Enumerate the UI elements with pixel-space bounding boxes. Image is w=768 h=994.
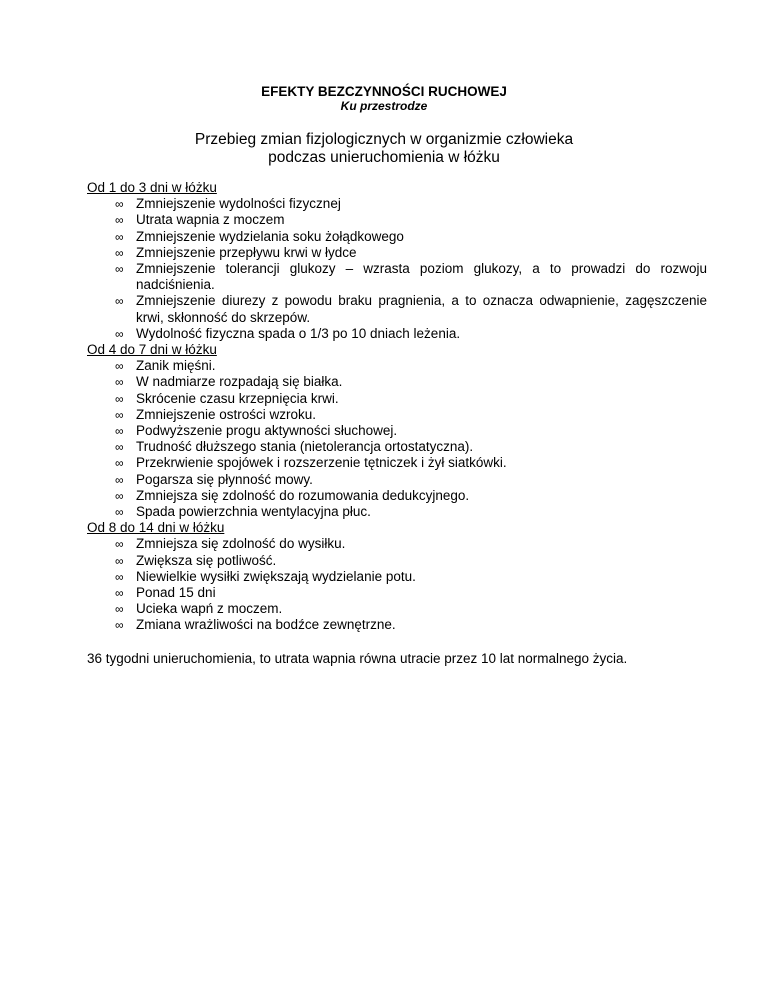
section-title: Od 1 do 3 dni w łóżku: [87, 180, 217, 195]
section-list: [87, 536, 707, 633]
list-item-text: W nadmiarze rozpadają się białka.: [136, 374, 343, 390]
list-item-text: Podwyższenie progu aktywności słuchowej.: [136, 423, 398, 439]
sections-container: [87, 180, 707, 634]
infinity-bullet-icon: ∞: [115, 375, 124, 390]
list-item: [87, 293, 707, 325]
section-title: Od 8 do 14 dni w łóżku: [87, 520, 225, 536]
heading-line-2: podczas unieruchomienia w łóżku: [268, 149, 500, 166]
list-item: [87, 601, 707, 617]
list-item: [87, 391, 707, 407]
list-item: [87, 212, 707, 228]
infinity-bullet-icon: ∞: [115, 553, 124, 568]
list-item-text: Zmniejszenie przepływu krwi w łydce: [136, 244, 357, 260]
list-item: [87, 439, 707, 455]
list-item-text: Zanik mięśni.: [136, 358, 216, 374]
infinity-bullet-icon: ∞: [115, 262, 124, 277]
list-item-text: Zmniejszenie wydolności fizycznej: [136, 196, 341, 212]
infinity-bullet-icon: ∞: [115, 229, 124, 244]
list-item: [87, 374, 707, 390]
list-item-text: Niewielkie wysiłki zwiększają wydzielanie potu.: [136, 568, 416, 584]
infinity-bullet-icon: ∞: [115, 586, 124, 601]
infinity-bullet-icon: ∞: [115, 440, 124, 455]
list-item: [87, 455, 707, 471]
heading-line-1: Przebieg zmian fizjologicznych w organizmie człowieka: [194, 131, 574, 148]
conclusion-text: 36 tygodni unieruchomienia, to utrata wapnia równa utracie przez 10 lat normalnego życia.: [87, 650, 628, 666]
document-subtitle: Ku przestrodze: [340, 99, 428, 113]
infinity-bullet-icon: ∞: [115, 569, 124, 584]
infinity-bullet-icon: ∞: [115, 326, 124, 341]
infinity-bullet-icon: ∞: [115, 245, 124, 260]
section-list: [87, 358, 707, 520]
list-item-text: Zmniejszenie tolerancji glukozy – wzrasta poziom glukozy, a to prowadzi do rozwoju nadciśnienia.: [136, 261, 707, 293]
list-item-text: Utrata wapnia z moczem: [136, 212, 285, 228]
list-item: [87, 423, 707, 439]
list-item: [87, 407, 707, 423]
list-item-text: Zmniejsza się zdolność do wysiłku.: [136, 536, 346, 552]
infinity-bullet-icon: ∞: [115, 618, 124, 633]
infinity-bullet-icon: ∞: [115, 505, 124, 520]
list-item-text: Skrócenie czasu krzepnięcia krwi.: [136, 390, 339, 406]
list-item: [87, 553, 707, 569]
list-item-text: Trudność dłuższego stania (nietolerancja ortostatyczna).: [136, 439, 474, 455]
list-item: [87, 326, 707, 342]
document-heading: [0, 131, 768, 167]
infinity-bullet-icon: ∞: [115, 359, 124, 374]
infinity-bullet-icon: ∞: [115, 213, 124, 228]
infinity-bullet-icon: ∞: [115, 424, 124, 439]
list-item: [87, 585, 707, 601]
infinity-bullet-icon: ∞: [115, 602, 124, 617]
list-item: [87, 617, 707, 633]
list-item: [87, 536, 707, 552]
list-item: [87, 472, 707, 488]
list-item: [87, 488, 707, 504]
infinity-bullet-icon: ∞: [115, 456, 124, 471]
infinity-bullet-icon: ∞: [115, 537, 124, 552]
list-item-text: Zmiana wrażliwości na bodźce zewnętrzne.: [136, 617, 396, 633]
section-list: [87, 196, 707, 342]
list-item: [87, 229, 707, 245]
infinity-bullet-icon: ∞: [115, 488, 124, 503]
list-item-text: Zmniejszenie wydzielania soku żołądkowego: [136, 228, 404, 244]
list-item-text: Zmniejszenie diurezy z powodu braku pragnienia, a to oznacza odwapnienie, zagęszczenie krwi, skłonność do skrzepów.: [136, 293, 707, 325]
section-title: Od 4 do 7 dni w łóżku: [87, 342, 217, 358]
list-item-text: Wydolność fizyczna spada o 1/3 po 10 dniach leżenia.: [136, 325, 461, 341]
list-item: [87, 196, 707, 212]
document-body: [87, 180, 707, 667]
list-item-text: Zmniejszenie ostrości wzroku.: [136, 406, 317, 422]
list-item-text: Ponad 15 dni: [136, 585, 216, 601]
infinity-bullet-icon: ∞: [115, 294, 124, 309]
infinity-bullet-icon: ∞: [115, 472, 124, 487]
list-item: [87, 504, 707, 520]
list-item-text: Pogarsza się płynność mowy.: [136, 471, 313, 487]
list-item: [87, 358, 707, 374]
list-item-text: Zmniejsza się zdolność do rozumowania dedukcyjnego.: [136, 487, 470, 503]
infinity-bullet-icon: ∞: [115, 197, 124, 212]
list-item-text: Ucieka wapń z moczem.: [136, 601, 283, 617]
list-item: [87, 261, 707, 293]
list-item-text: Zwiększa się potliwość.: [136, 552, 277, 568]
list-item-text: Spada powierzchnia wentylacyjna płuc.: [136, 504, 371, 520]
document-title: EFEKTY BEZCZYNNOŚCI RUCHOWEJ: [261, 84, 507, 99]
infinity-bullet-icon: ∞: [115, 407, 124, 422]
infinity-bullet-icon: ∞: [115, 391, 124, 406]
list-item-text: Przekrwienie spojówek i rozszerzenie tętniczek i żył siatkówki.: [136, 455, 507, 471]
list-item: [87, 569, 707, 585]
list-item: [87, 245, 707, 261]
